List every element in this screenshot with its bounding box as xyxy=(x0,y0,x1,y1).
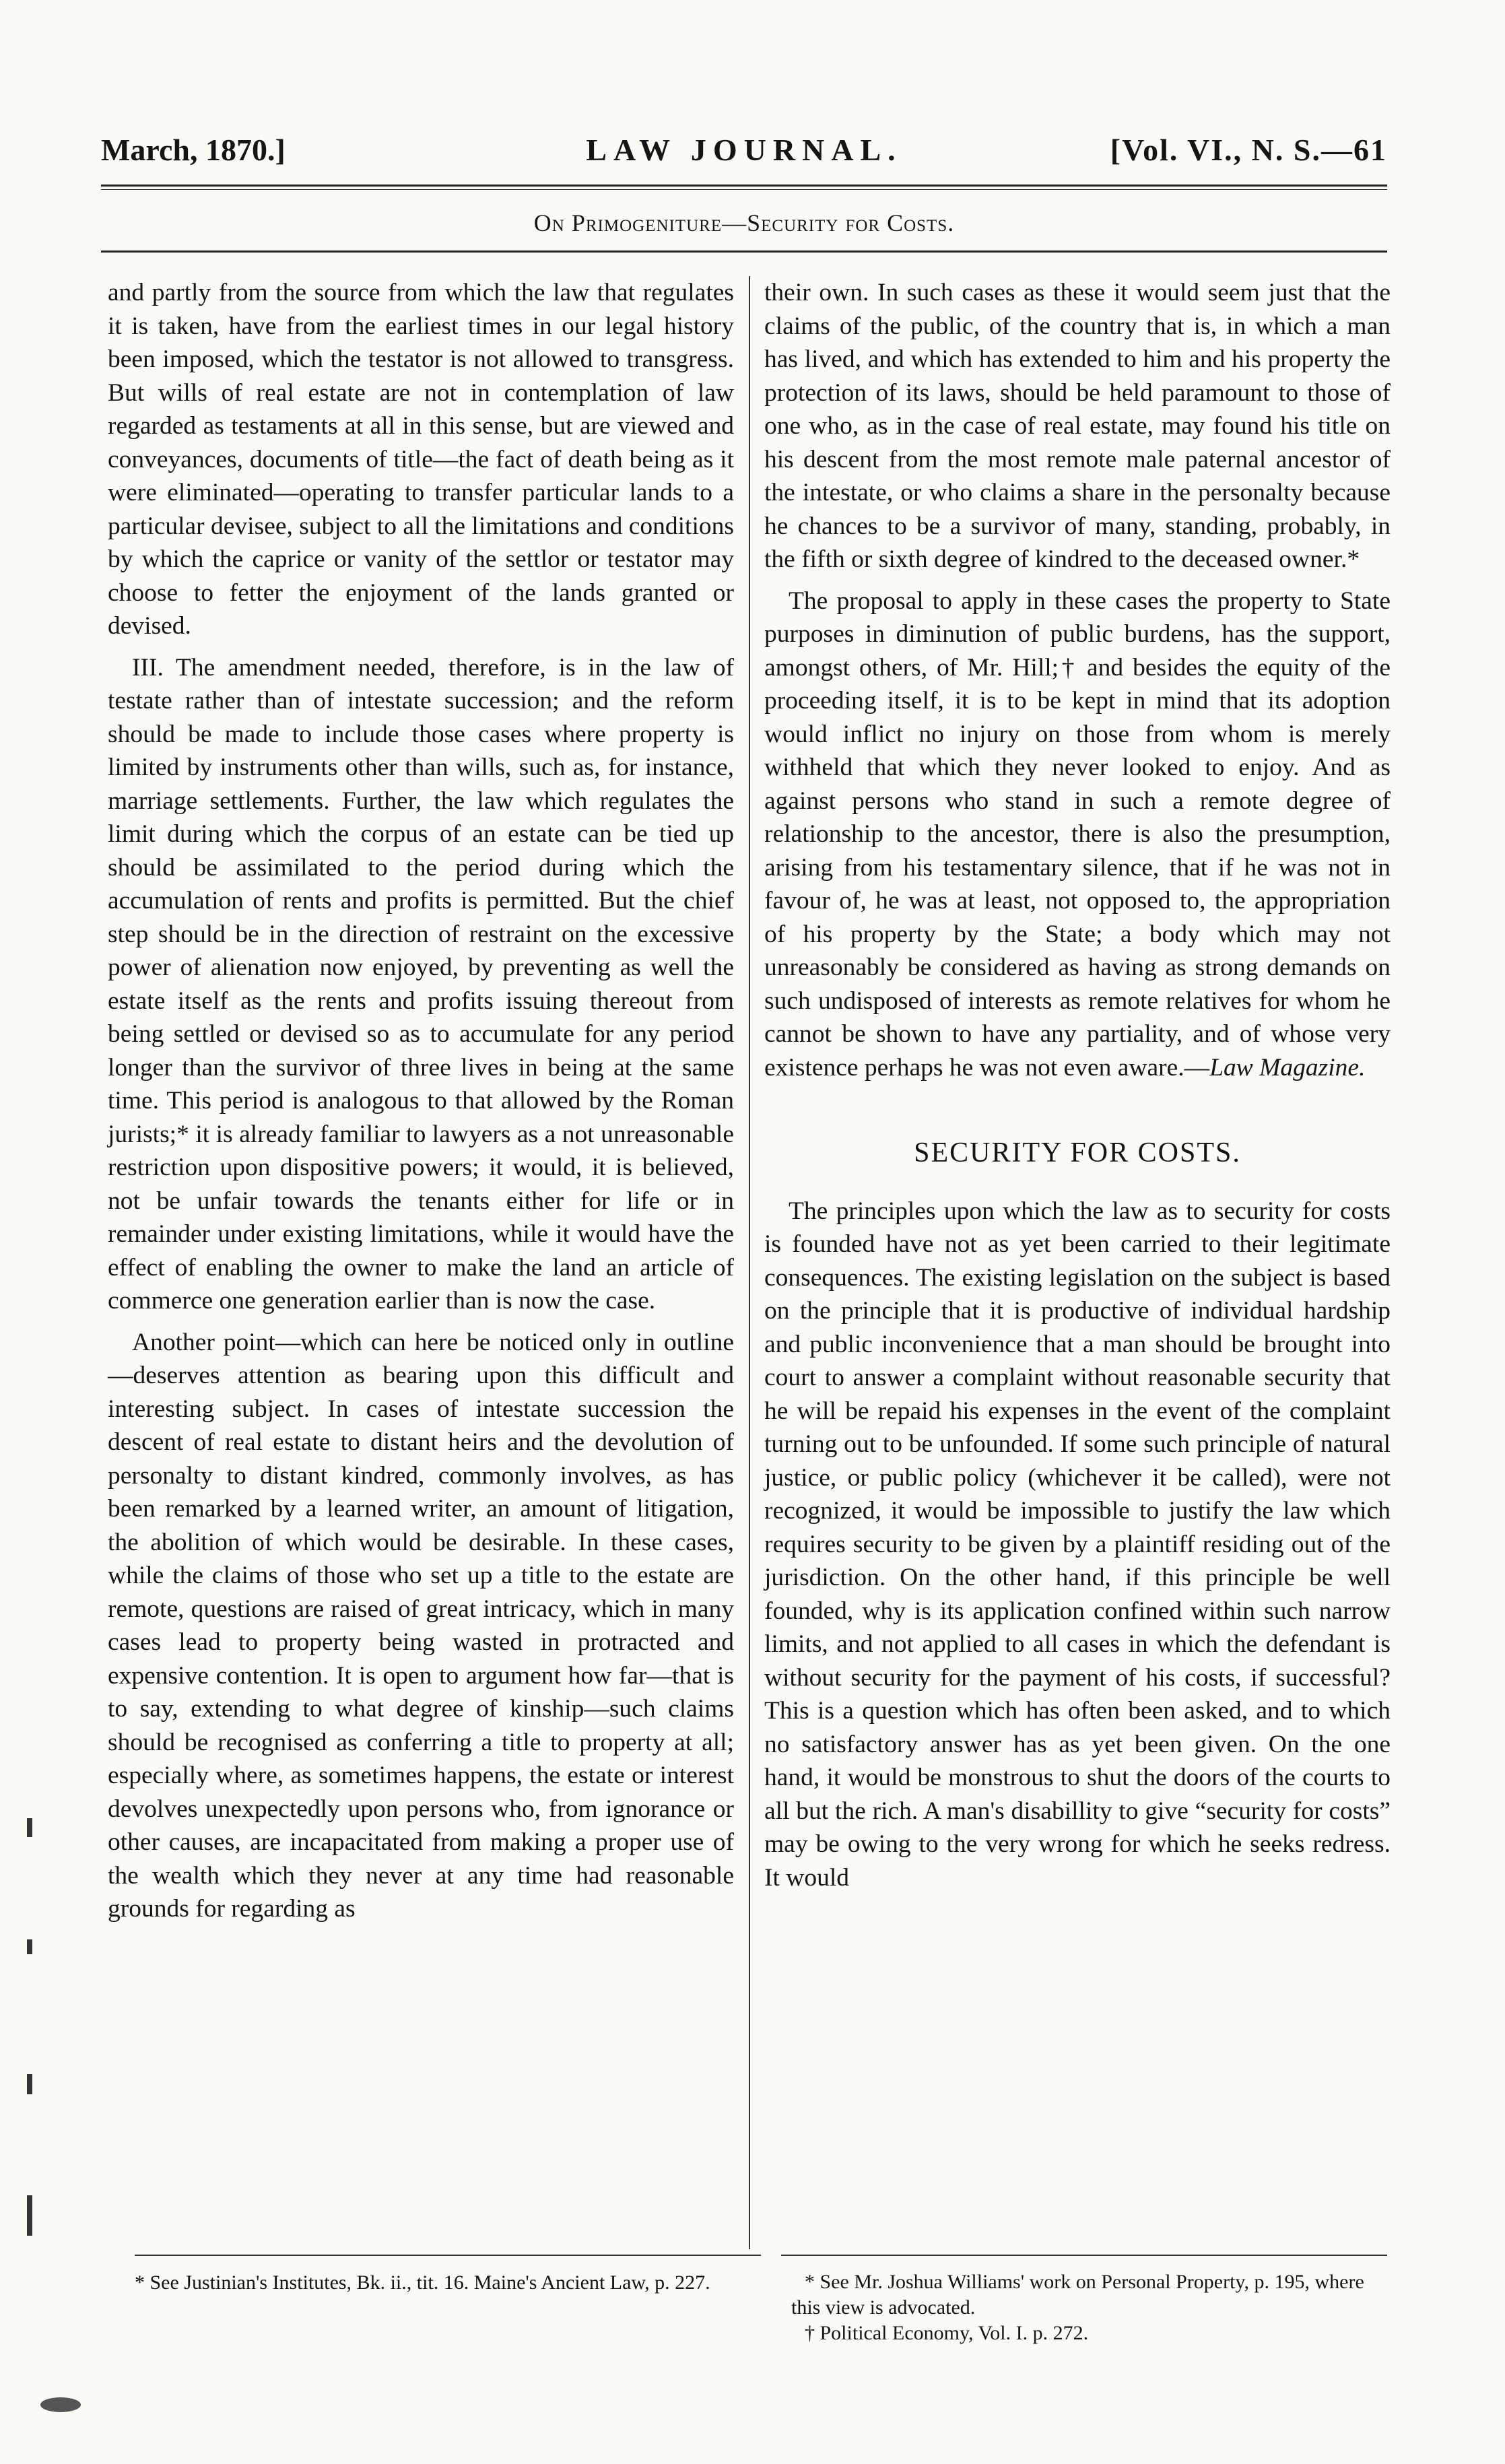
footnote-rule xyxy=(135,2255,761,2256)
subhead-rule xyxy=(101,251,1387,253)
paragraph: III. The amendment needed, therefore, is in the law of testate rather than of intestate succession; and the reform should be made to include those cases where property is limited by instruments other than wills, such as, for instance, marriage settlements. Further, the law which regulates the limit during which the corpus of an estate can be tied up should be assimilated to the period during which the accumulation of rents and profits is permitted. But the chief step should be in the direction of restraint on the excessive power of alienation now enjoyed, by preventing as well the estate itself as the rents and profits issuing thereout from being settled or devised so as to accumulate for any period longer than the survivor of three lives in being at the same time. This period is analogous to that allowed by the Roman jurists;* it is already familiar to lawyers as a not unreasonable restriction upon dispositive powers; it would, it is believed, not be unfair towards the tenants either for life or in remainder under existing limitations, while it would have the effect of enabling the owner to make the land an article of commerce one generation earlier than is now the case. xyxy=(108,653,734,1314)
left-column xyxy=(108,276,734,1926)
article-subhead: On Primogeniture—Security for Costs. xyxy=(533,209,955,236)
scan-speck xyxy=(40,2397,81,2412)
journal-title: LAW JOURNAL. xyxy=(586,133,902,167)
header-rule-thin xyxy=(101,189,1387,190)
section-heading: SECURITY FOR COSTS. xyxy=(914,1137,1241,1168)
header-rule-thick xyxy=(101,185,1387,187)
paragraph: and partly from the source from which the law that regulates it is taken, have from the earliest times in our legal history been imposed, which the testator is not allowed to transgress. But wills of real estate are not in contemplation of law regarded as testaments at all in this sense, but are viewed and conveyances, documents of title—the fact of death being as it were eliminated—operating to transfer particular lands to a particular devisee, subject to all the limitations and conditions by which the caprice or vanity of the settlor or testator may choose to fetter the enjoyment of the lands granted or devised. xyxy=(108,279,734,640)
paragraph-text: The proposal to apply in these cases the property to State purposes in diminution of public burdens, has the support, amongst others, of Mr. Hill;† and besides the equity of the proceeding itself, it is to be kept in mind that its adoption would inflict no injury on those from whom is merely withheld that which they never looked to enjoy. And as against persons who stand in such a remote degree of relationship to the ancestor, there is also the presumption, arising from his testamentary silence, that if he was not in favour of, he was at least, not opposed to, the appropriation of his property by the State; a body which may not unreasonably be considered as having as strong demands on such undisposed of interests as remote relatives for whom he cannot be shown to have any partiality, and of whose very existence perhaps he was not even aware.— xyxy=(764,587,1391,1081)
paragraph: their own. In such cases as these it would seem just that the claims of the public, of the country that is, in which a man has lived, and which has extended to him and his property the protection of its laws, should be held paramount to those of one who, as in the case of real estate, may found his title on his descent from the most remote male paternal ancestor of the intestate, or who claims a share in the personalty because he chances to be a survivor of many, standing, probably, in the fifth or sixth degree of kindred to the deceased owner.* xyxy=(764,279,1391,573)
paragraph: The principles upon which the law as to security for costs is founded have not as yet been carried to their legitimate consequences. The existing legislation on the subject is based on the principle that it is productive of individual hardship and public inconvenience that a man should be brought into court to answer a complaint without reasonable security that he will be repaid his expenses in the event of the complaint turning out to be unfounded. If some such principle of natural justice, or public policy (whichever it be called), were not recognized, it would be impossible to justify the law which requires security to be given by a plaintiff residing out of the jurisdiction. On the other hand, if this principle be well founded, why is its application confined within such narrow limits, and not applied to all cases in which the defendant is without security for the payment of his costs, if successful? This is a question which has often been asked, and to which no satisfactory answer has as yet been given. On the one hand, it would be monstrous to shut the doors of the courts to all but the rich. A man's disabillity to give “security for costs” may be owing to the very wrong for which he seeks redress. It would xyxy=(764,1197,1391,1892)
volume-page-number: [Vol. VI., N. S.—61 xyxy=(1110,133,1387,167)
header-date: March, 1870.] xyxy=(101,133,286,167)
scan-edge-mark xyxy=(27,2074,32,2094)
footnote: † Political Economy, Vol. I. p. 272. xyxy=(805,2322,1089,2344)
footnote-left: * See Justinian's Institutes, Bk. ii., tit. 16. Maine's Ancient Law, p. 227. xyxy=(135,2271,710,2294)
paragraph xyxy=(764,585,1391,1085)
right-column xyxy=(764,276,1391,1894)
scan-edge-mark xyxy=(27,1939,32,1954)
scan-edge-mark xyxy=(27,2195,32,2236)
paragraph: Another point—which can here be noticed only in outline—deserves attention as bearing upon this difficult and interesting subject. In cases of intestate succession the descent of real estate to distant heirs and the devolution of personalty to distant kindred, commonly involves, as has been remarked by a learned writer, an amount of litigation, the abolition of which would be desirable. In these cases, while the claims of those who set up a title to the estate are remote, questions are raised of great intricacy, which in many cases lead to property being wasted in protracted and expensive contention. It is open to argument how far—that is to say, extending to what degree of kinship—such claims should be recognised as conferring a title to property at all; especially where, as sometimes happens, the estate or interest devolves unexpectedly upon persons who, from ignorance or other causes, are incapacitated from making a proper use of the wealth which they never at any time had reasonable grounds for regarding as xyxy=(108,1328,734,1923)
footnote: * See Mr. Joshua Williams' work on Personal Property, p. 195, where this view is advocated. xyxy=(791,2271,1364,2319)
running-header xyxy=(101,132,1387,179)
scan-edge-mark xyxy=(27,1818,32,1837)
source-citation: Law Magazine. xyxy=(1209,1053,1366,1081)
footnote-rule xyxy=(781,2255,1387,2256)
footnotes-right xyxy=(791,2269,1391,2346)
column-divider xyxy=(749,276,750,2249)
